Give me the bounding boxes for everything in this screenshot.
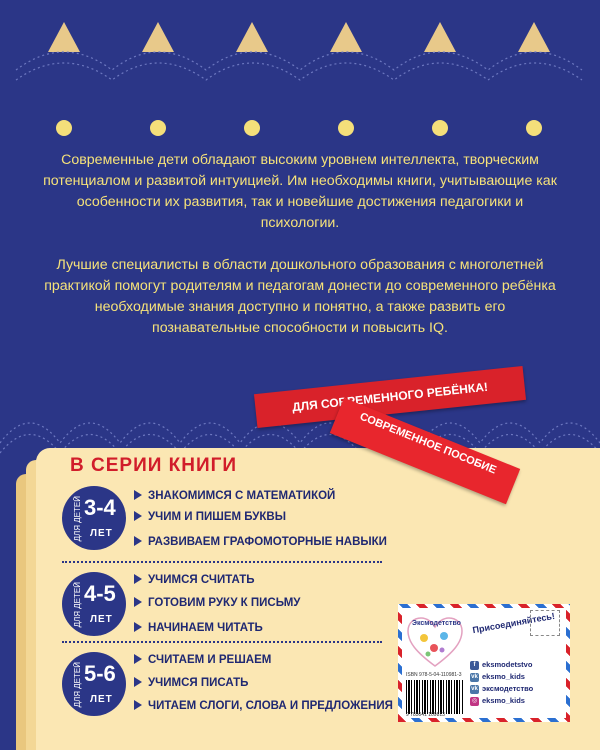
age-prefix: ДЛЯ ДЕТЕЙ <box>73 496 82 542</box>
triangle-bullet-icon <box>134 700 142 710</box>
triangle-3 <box>236 22 268 52</box>
social-link[interactable]: ◎ eksmo_kids <box>471 696 525 705</box>
social-link[interactable]: vk eksmo_kids <box>471 672 525 681</box>
age-prefix: ДЛЯ ДЕТЕЙ <box>73 662 82 708</box>
age-range: 5-6 <box>84 661 116 686</box>
series-book: РАЗВИВАЕМ ГРАФОМОТОРНЫЕ НАВЫКИ <box>134 536 387 548</box>
dot-5 <box>432 120 448 136</box>
age-badge <box>62 486 126 550</box>
social-link[interactable]: vk эксмодетство <box>471 684 534 693</box>
triangle-1 <box>48 22 80 52</box>
age-badge <box>62 572 126 636</box>
intro-paragraph-1: Современные дети обладают высоким уровнем интеллекта, творческим потенциалом и развитой интуицией. Им необходимы книги, учитывающие как особенности их развития, так и новейшие достижения педагогики и психологии. <box>43 152 557 231</box>
vk-icon: vk <box>471 685 478 692</box>
stamp-icon <box>530 610 560 636</box>
publisher-logo: Эксмодетство <box>412 620 461 627</box>
series-book: УЧИМСЯ СЧИТАТЬ <box>134 574 255 586</box>
facebook-icon: f <box>470 661 479 670</box>
triangle-bullet-icon <box>134 597 142 607</box>
series-book: НАЧИНАЕМ ЧИТАТЬ <box>134 622 263 634</box>
series-book: УЧИМСЯ ПИСАТЬ <box>134 677 248 689</box>
triangle-bullet-icon <box>134 511 142 521</box>
series-book: ЗНАКОМИМСЯ С МАТЕМАТИКОЙ <box>134 490 335 502</box>
barcode-number: 9 785041 109813 <box>406 712 445 718</box>
triangle-2 <box>142 22 174 52</box>
intro-paragraph-2: Лучшие специалисты в области дошкольного образования с многолетней практикой помогут родителям и педагогам донести до современного ребёнка необходимые знания доступно и понятно, а также развить его познавательные способности и повысить IQ. <box>44 257 556 336</box>
age-prefix: ДЛЯ ДЕТЕЙ <box>73 582 82 628</box>
age-range: 3-4 <box>84 495 116 520</box>
ribbon-front: СОВРЕМЕННОЕ ПОСОБИЕ <box>330 398 520 504</box>
triangle-bullet-icon <box>134 622 142 632</box>
join-call: Присоединяйтесь! <box>471 610 556 636</box>
age-suffix: ЛЕТ <box>90 528 113 539</box>
vk-icon: vk <box>471 673 478 680</box>
triangle-ornament <box>0 0 600 150</box>
age-range: 4-5 <box>84 581 116 606</box>
barcode <box>406 680 464 714</box>
series-book: ЧИТАЕМ СЛОГИ, СЛОВА И ПРЕДЛОЖЕНИЯ <box>134 700 393 712</box>
age-badge <box>62 652 126 716</box>
triangle-bullet-icon <box>134 490 142 500</box>
series-title: В СЕРИИ КНИГИ <box>70 455 238 476</box>
age-suffix: ЛЕТ <box>90 614 113 625</box>
series-book: СЧИТАЕМ И РЕШАЕМ <box>134 654 271 666</box>
dot-4 <box>338 120 354 136</box>
envelope-sticker <box>398 604 570 722</box>
instagram-icon: ◎ <box>471 697 478 704</box>
series-book: ГОТОВИМ РУКУ К ПИСЬМУ <box>134 597 300 609</box>
isbn: ISBN 978-5-04-110981-3 <box>406 672 462 678</box>
dot-1 <box>56 120 72 136</box>
triangle-bullet-icon <box>134 654 142 664</box>
triangle-bullet-icon <box>134 677 142 687</box>
triangle-bullet-icon <box>134 574 142 584</box>
triangle-5 <box>424 22 456 52</box>
triangle-6 <box>518 22 550 52</box>
dot-3 <box>244 120 260 136</box>
ribbon-back: ДЛЯ СОВРЕМЕННОГО РЕБЁНКА! <box>254 366 526 428</box>
triangle-4 <box>330 22 362 52</box>
social-link[interactable]: f eksmodetstvo <box>470 660 570 670</box>
dot-6 <box>526 120 542 136</box>
divider <box>62 641 382 643</box>
divider <box>62 561 382 563</box>
triangle-bullet-icon <box>134 536 142 546</box>
dot-2 <box>150 120 166 136</box>
age-suffix: ЛЕТ <box>90 694 113 705</box>
intro-text <box>40 150 560 360</box>
series-book: УЧИМ И ПИШЕМ БУКВЫ <box>134 511 286 523</box>
